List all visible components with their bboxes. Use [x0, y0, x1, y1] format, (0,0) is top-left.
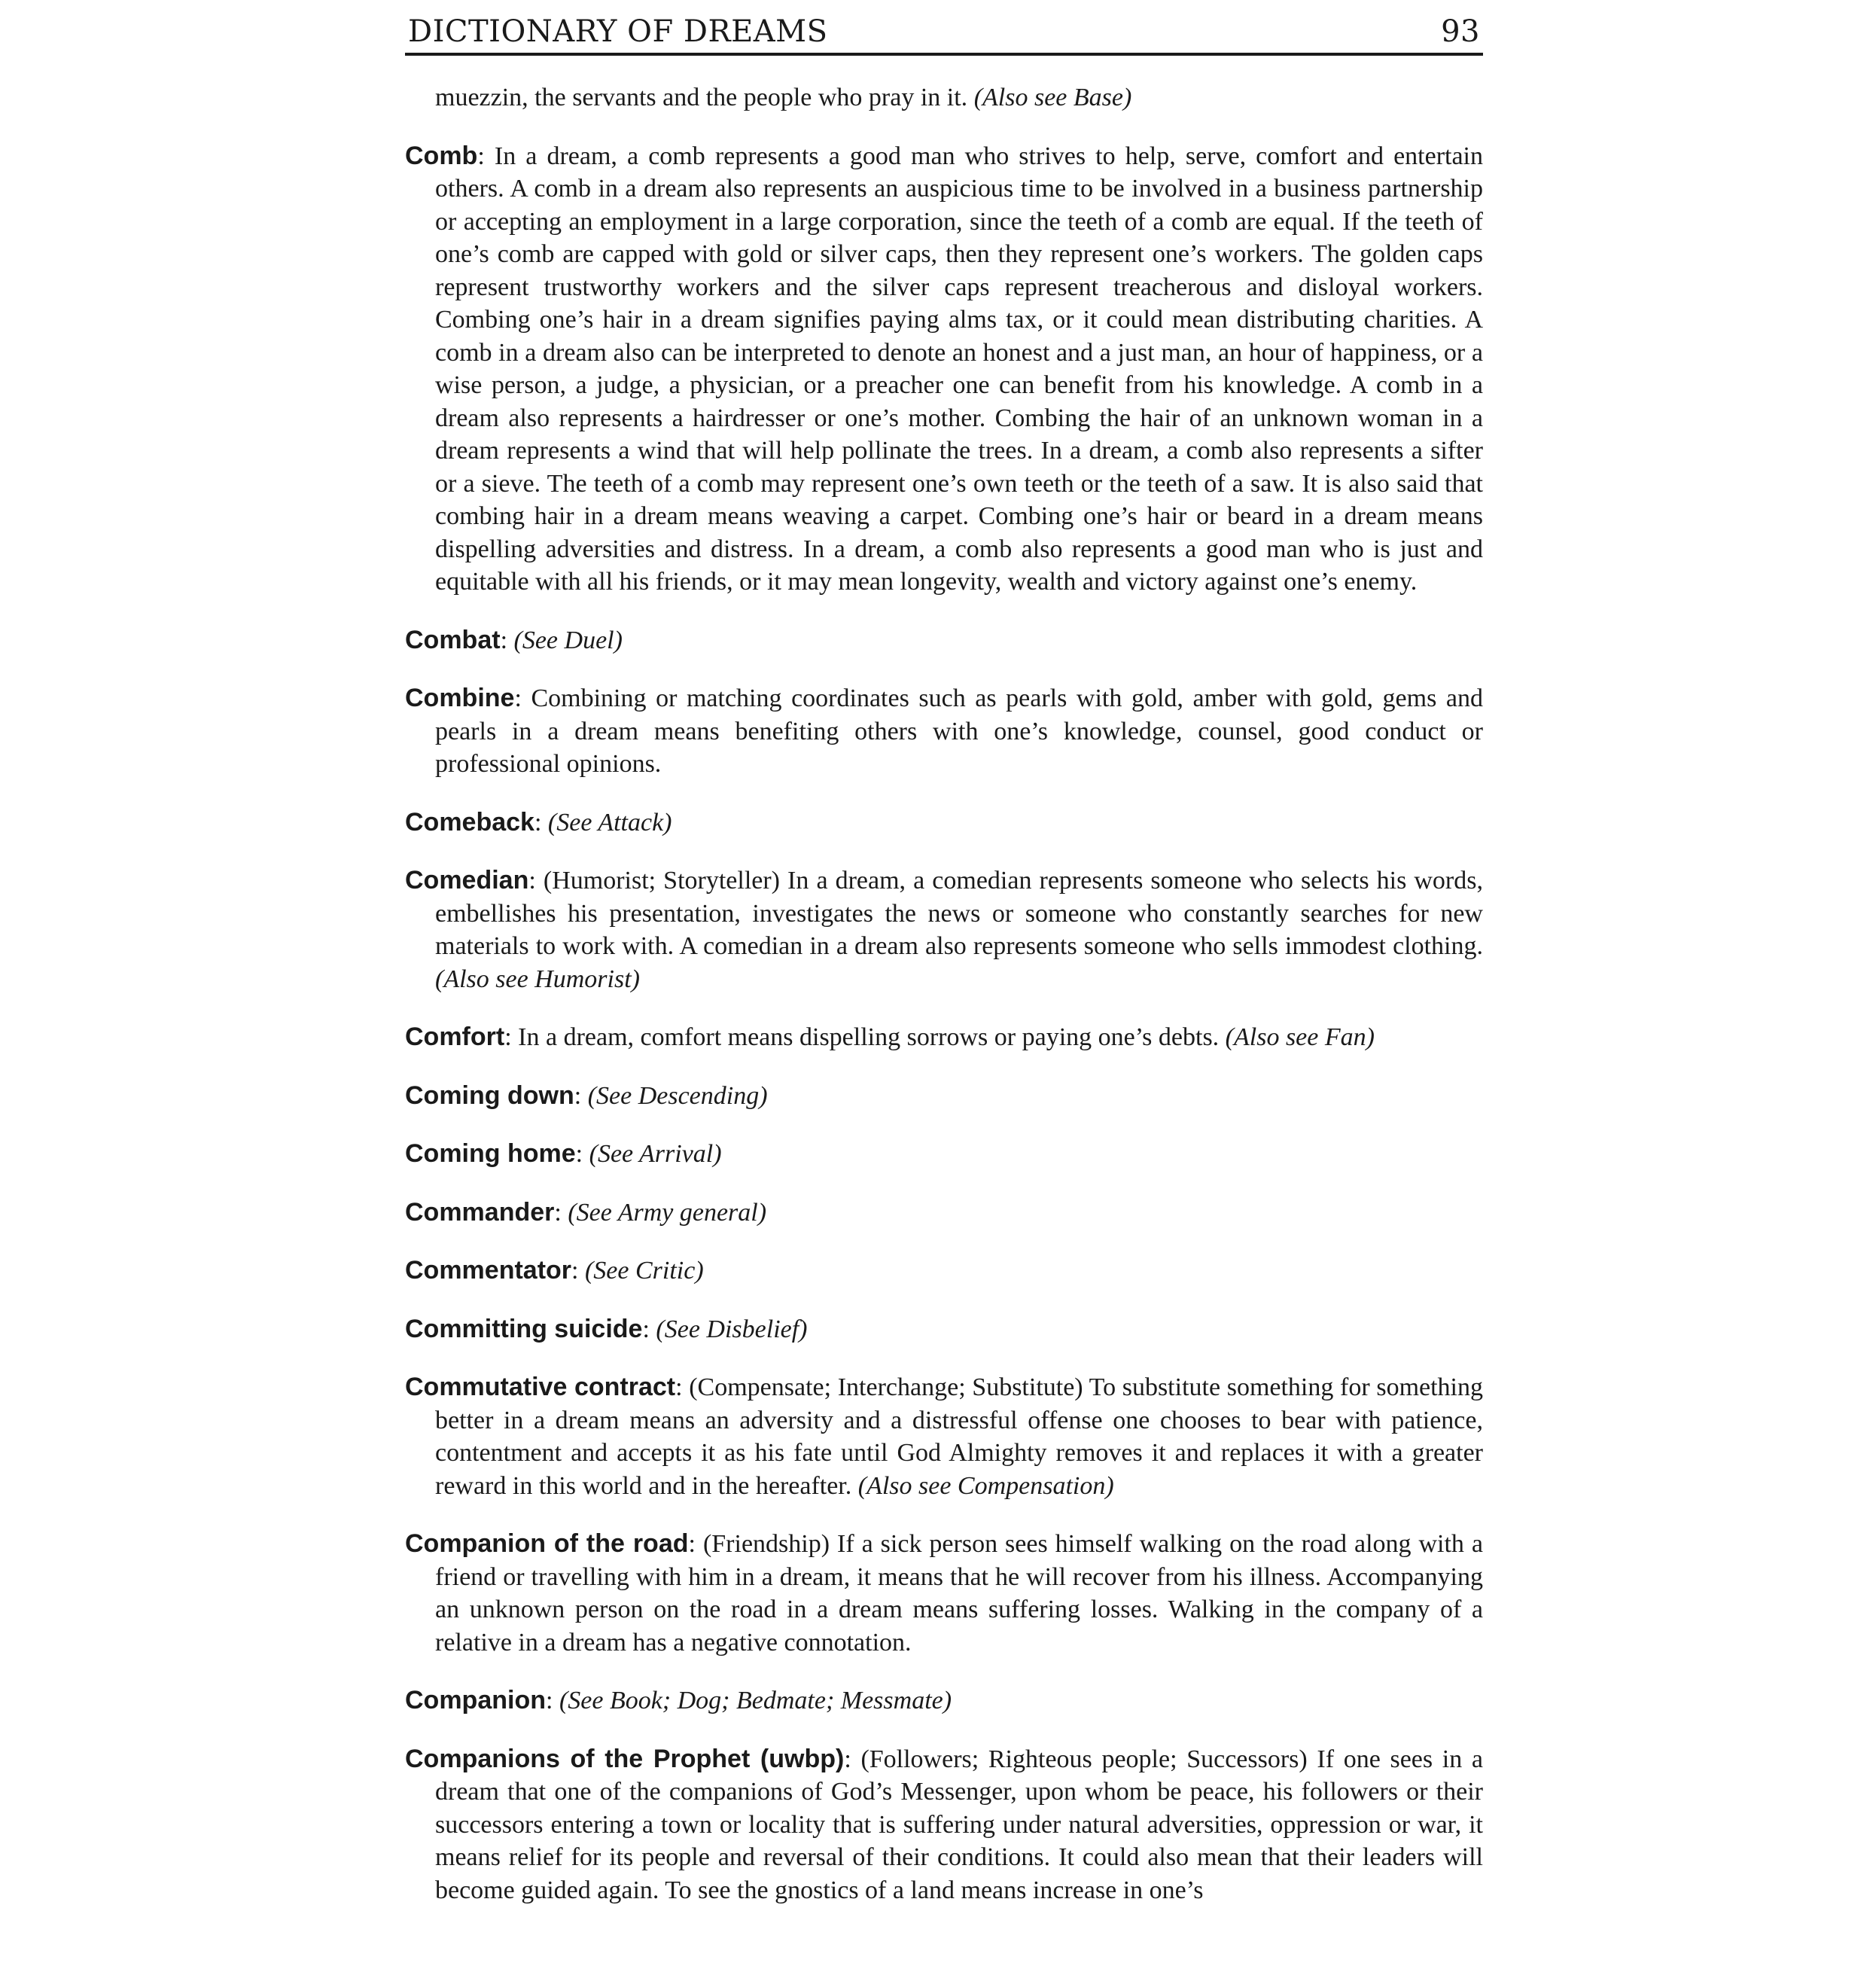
running-header: [405, 14, 1483, 56]
entry-combine: Combine: Combining or matching coordinates such as pearls with gold, amber with gold, gems and pearls in a dream means benefiting others with one’s knowledge, counsel, good conduct or professional opinions.: [405, 684, 1483, 778]
entry-term: Commentator: [405, 1256, 572, 1285]
entry-ref: (See Army general): [568, 1198, 767, 1227]
entry-text: In a dream, a comb represents a good man who strives to help, serve, comfort and entertain others. A comb in a dream also represents an auspicious time to be involved in a business partnership or accepting an employment in a large corporation, since the teeth of a comb are equal. If the teeth of one’s comb are capped with gold or silver caps, then they represent one’s workers. The golden caps represent trustworthy workers and the silver caps represent treacherous and disloyal workers. Combing one’s hair in a dream signifies paying alms tax, or it could mean distributing charities. A comb in a dream also can be interpreted to denote an honest and a just man, an hour of happiness, or a wise person, a judge, a physician, or a preacher one can benefit from his knowledge. A comb in a dream also represents a hairdresser or one’s mother. Combing the hair of an unknown woman in a dream represents a wind that will help pollinate the trees. In a dream, a comb also represents a sifter or a sieve. The teeth of a comb may represent one’s own teeth or the teeth of a saw. It is also said that combing hair in a dream means weaving a carpet. Combing one’s hair or beard in a dream means dispelling adversities and distress. In a dream, a comb also represents a good man who is just and equitable with all his friends, or it may mean longevity, wealth and victory against one’s enemy.: [435, 142, 1483, 596]
entry-text: (Humorist; Storyteller) In a dream, a comedian represents someone who selects his words, embellishes his presentation, investigates the news or someone who constantly searches for new materials to work with. A comedian in a dream also represents someone who sells immodest clothing.: [435, 867, 1483, 960]
entry-term: Companion: [405, 1686, 546, 1714]
entry-commander: Commander: (See Army general): [405, 1197, 767, 1227]
entry-text: (Followers; Righteous people; Successors) If one sees in a dream that one of the companions of God’s Messenger, upon whom be peace, his followers or their successors entering a town or locality that is suffering under natural adversities, oppression or war, it means relief for its people and reversal of their conditions. It could also mean that their leaders will become guided again. To see the gnostics of a land means increase in one’s: [435, 1745, 1483, 1904]
entry-commentator: Commentator: (See Critic): [405, 1256, 704, 1285]
entry-term: Coming home: [405, 1139, 576, 1168]
entry-term: Comeback: [405, 807, 534, 837]
entry-text: Combining or matching coordinates such as pearls with gold, amber with gold, gems and pearls in a dream means benefiting others with one’s knowledge, counsel, good conduct or professional opinions.: [435, 684, 1483, 778]
page-number: 93: [1441, 14, 1480, 49]
entry-coming-down: Coming down: (See Descending): [405, 1081, 768, 1110]
entry-term: Companions of the Prophet (uwbp): [405, 1744, 845, 1773]
entry-term: Committing suicide: [405, 1314, 643, 1343]
entry-text: In a dream, comfort means dispelling sorrows or paying one’s debts.: [518, 1023, 1226, 1051]
entry-comeback: Comeback: (See Attack): [405, 807, 672, 837]
entry-ref: (See Descending): [587, 1081, 768, 1110]
entry-term: Commander: [405, 1197, 555, 1227]
entry-term: Commutative contract: [405, 1373, 676, 1401]
entry-comfort: Comfort: In a dream, comfort means dispelling sorrows or paying one’s debts. (Also see Fan): [405, 1023, 1375, 1051]
entry-ref: (See Attack): [547, 808, 672, 837]
entry-ref: (Also see Humorist): [435, 965, 640, 993]
entry-term: Comb: [405, 141, 478, 170]
entry-coming-home: Coming home: (See Arrival): [405, 1139, 722, 1168]
entry-term: Coming down: [405, 1081, 574, 1110]
entry-ref: (See Arrival): [589, 1140, 722, 1168]
entry-ref: (Also see Base): [973, 84, 1132, 111]
entry-text: (Compensate; Interchange; Substitute) To substitute something for something better in a dream means an adversity and a distressful offense one chooses to bear with patience, contentment and accepts it as his fate until God Almighty removes it and replaces it with a greater reward in this world and in the hereafter.: [435, 1373, 1483, 1500]
entry-ref: (Also see Compensation): [857, 1471, 1114, 1500]
entries-body: [405, 81, 1483, 1907]
entry-companion-of-the-road: Companion of the road: (Friendship) If a sick person sees himself walking on the road along with a friend or travelling with him in a dream, it means that he will recover from his illness. Accompanying an unknown person on the road in a dream means suffering losses. Walking in the company of a relative in a dream has a negative connotation.: [405, 1529, 1483, 1657]
dictionary-page: [405, 14, 1483, 1912]
entry-term: Comedian: [405, 866, 529, 895]
entry-ref: (See Critic): [584, 1257, 704, 1285]
entry-committing-suicide: Committing suicide: (See Disbelief): [405, 1314, 808, 1343]
entry-term: Combat: [405, 625, 501, 654]
entry-ref: (Also see Fan): [1225, 1023, 1375, 1051]
entry-continuation: [405, 81, 1483, 114]
entry-ref: (See Book; Dog; Bedmate; Messmate): [559, 1687, 952, 1714]
entry-commutative-contract: Commutative contract: (Compensate; Interchange; Substitute) To substitute something for something better in a dream means an adversity and a distressful offense one chooses to bear with patience, contentment and accepts it as his fate until God Almighty removes it and replaces it with a greater reward in this world and in the hereafter. (Also see Compensation): [405, 1373, 1483, 1500]
entry-term: Combine: [405, 684, 515, 712]
entry-companions-of-the-prophet: Companions of the Prophet (uwbp): (Followers; Righteous people; Successors) If one sees in a dream that one of the companions of God’s Messenger, upon whom be peace, his followers or their successors entering a town or locality that is suffering under natural adversities, oppression or war, it means relief for its people and reversal of their conditions. It could also mean that their leaders will become guided again. To see the gnostics of a land means increase in one’s: [405, 1744, 1483, 1904]
entry-text: (Friendship) If a sick person sees himself walking on the road along with a friend or travelling with him in a dream, it means that he will recover from his illness. Accompanying an unknown person on the road in a dream means suffering losses. Walking in the company of a relative in a dream has a negative connotation.: [435, 1530, 1483, 1657]
entry-ref: (See Disbelief): [656, 1315, 808, 1343]
entry-term: Comfort: [405, 1023, 505, 1051]
entry-comb: Comb: In a dream, a comb represents a good man who strives to help, serve, comfort and entertain others. A comb in a dream also represents an auspicious time to be involved in a business partnership or accepting an employment in a large corporation, since the teeth of a comb are equal. If the teeth of one’s comb are capped with gold or silver caps, then they represent one’s workers. The golden caps represent trustworthy workers and the silver caps represent treacherous and disloyal workers. Combing one’s hair in a dream signifies paying alms tax, or it could mean distributing charities. A comb in a dream also can be interpreted to denote an honest and a just man, an hour of happiness, or a wise person, a judge, a physician, or a preacher one can benefit from his knowledge. A comb in a dream also represents a hairdresser or one’s mother. Combing the hair of an unknown woman in a dream represents a wind that will help pollinate the trees. In a dream, a comb also represents a sifter or a sieve. The teeth of a comb may represent one’s own teeth or the teeth of a saw. It is also said that combing hair in a dream means weaving a carpet. Combing one’s hair or beard in a dream means dispelling adversities and distress. In a dream, a comb also represents a good man who is just and equitable with all his friends, or it may mean longevity, wealth and victory against one’s enemy.: [405, 141, 1483, 596]
entry-comedian: Comedian: (Humorist; Storyteller) In a dream, a comedian represents someone who selects his words, embellishes his presentation, investigates the news or someone who constantly searches for new materials to work with. A comedian in a dream also represents someone who sells immodest clothing. (Also see Humorist): [405, 866, 1483, 993]
entry-ref: (See Duel): [513, 626, 623, 654]
entry-text: muezzin, the servants and the people who pray in it.: [435, 84, 974, 111]
book-title: DICTIONARY OF DREAMS: [408, 14, 828, 49]
entry-term: Companion of the road: [405, 1529, 689, 1558]
entry-combat: Combat: (See Duel): [405, 625, 623, 654]
entry-companion: Companion: (See Book; Dog; Bedmate; Messmate): [405, 1686, 952, 1714]
